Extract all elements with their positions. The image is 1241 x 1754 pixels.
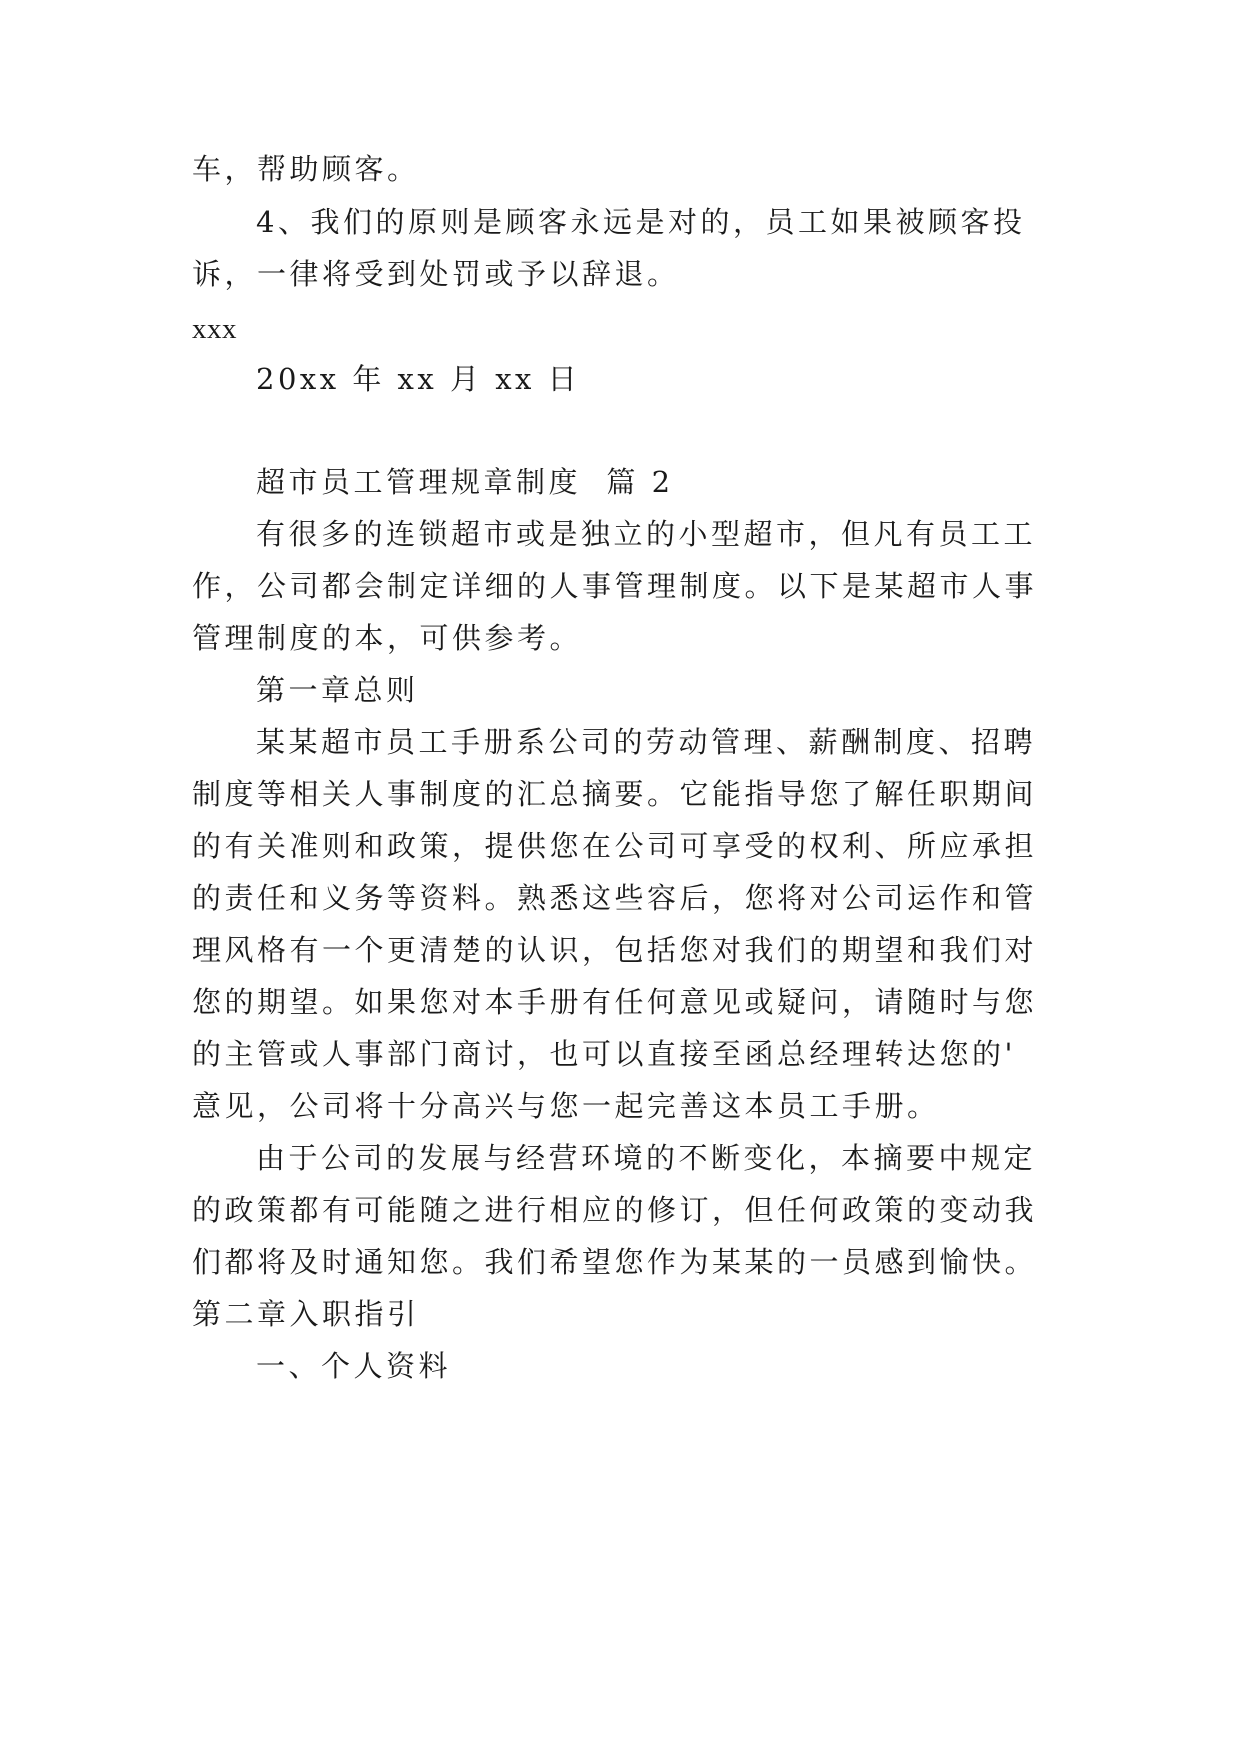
text-line: 车，帮助顾客。 — [192, 152, 420, 186]
text-line: 由于公司的发展与经营环境的不断变化，本摘要中规定 — [256, 1141, 1037, 1175]
text-line: 诉，一律将受到处罚或予以辞退。 — [192, 257, 680, 291]
text-line: 有很多的连锁超市或是独立的小型超市，但凡有员工工 — [256, 517, 1037, 551]
signature-name: xxx — [192, 313, 237, 345]
text-line: 4、我们的原则是顾客永远是对的，员工如果被顾客投 — [256, 205, 1026, 239]
text-line: 的政策都有可能随之进行相应的修订，但任何政策的变动我 — [192, 1193, 1038, 1227]
text-line: 们都将及时通知您。我们希望您作为某某的一员感到愉快。 — [192, 1245, 1038, 1279]
signature-date: 20xx 年 xx 月 xx 日 — [256, 362, 581, 396]
text-line: 作，公司都会制定详细的人事管理制度。以下是某超市人事 — [192, 569, 1038, 603]
chapter-heading: 第一章总则 — [256, 673, 419, 707]
text-line: 制度等相关人事制度的汇总摘要。它能指导您了解任职期间 — [192, 777, 1038, 811]
chapter-heading: 第二章入职指引 — [192, 1297, 420, 1331]
text-line: 的责任和义务等资料。熟悉这些容后，您将对公司运作和管 — [192, 881, 1038, 915]
subsection-heading: 一、个人资料 — [256, 1349, 452, 1383]
text-line: 意见，公司将十分高兴与您一起完善这本员工手册。 — [192, 1089, 940, 1123]
text-line: 您的期望。如果您对本手册有任何意见或疑问，请随时与您 — [192, 985, 1038, 1019]
text-line: 理风格有一个更清楚的认识，包括您对我们的期望和我们对 — [192, 933, 1038, 967]
text-line: 的主管或人事部门商讨，也可以直接至函总经理转达您的' — [192, 1037, 1016, 1071]
text-line: 某某超市员工手册系公司的劳动管理、薪酬制度、招聘 — [256, 725, 1037, 759]
section-title: 超市员工管理规章制度 篇 2 — [256, 465, 674, 499]
text-line: 管理制度的本，可供参考。 — [192, 621, 583, 655]
text-line: 的有关准则和政策，提供您在公司可享受的权利、所应承担 — [192, 829, 1038, 863]
